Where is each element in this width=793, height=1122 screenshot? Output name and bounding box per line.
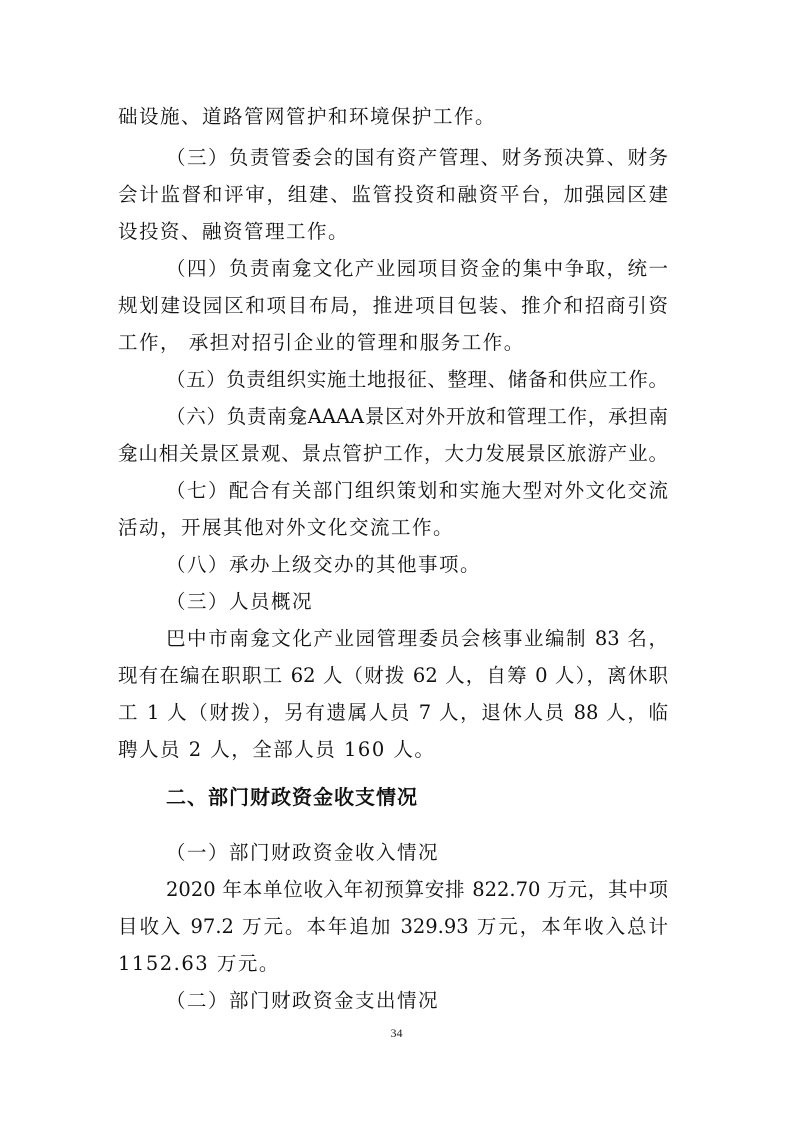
section-heading: 二、部门财政资金收支情况 (166, 785, 418, 809)
text-line: 会计监督和评审，组建、监管投资和融资平台，加强园区建 (118, 183, 668, 206)
text-line: （八）承办上级交办的其他事项。 (166, 553, 482, 576)
section-subheading: （二）部门财政资金支出情况 (166, 989, 440, 1012)
text-line: 聘人员 2 人，全部人员 160 人。 (118, 738, 436, 761)
text-line: 2020 年本单位收入年初预算安排 822.70 万元，其中项 (166, 878, 668, 901)
text-line: 工 1 人（财拨），另有遗属人员 7 人，退休人员 88 人，临 (118, 701, 668, 724)
text-line: 1152.63 万元。 (118, 952, 280, 975)
section-subheading: （一）部门财政资金收入情况 (166, 841, 440, 864)
text-line: （四）负责南龛文化产业园项目资金的集中争取，统一 (166, 257, 668, 280)
text-line: 规划建设园区和项目布局，推进项目包装、推介和招商引资 (118, 294, 668, 317)
text-line: 活动，开展其他对外文化交流工作。 (118, 516, 455, 539)
text-line: 设投资、融资管理工作。 (118, 220, 350, 243)
text-line: 巴中市南龛文化产业园管理委员会核事业编制 83 名， (166, 627, 668, 650)
text-line: 目收入 97.2 万元。本年追加 329.93 万元，本年收入总计 (118, 915, 668, 938)
text-line: （五）负责组织实施土地报征、整理、储备和供应工作。 (166, 368, 668, 391)
page-number: 34 (390, 1026, 403, 1040)
section-subheading: （三）人员概况 (166, 590, 314, 613)
text-line: 现有在编在职职工 62 人（财拨 62 人，自筹 0 人），离休职 (118, 664, 668, 687)
text-line: （七）配合有关部门组织策划和实施大型对外文化交流 (166, 479, 668, 502)
text-line: （六）负责南龛AAAA景区对外开放和管理工作，承担南 (166, 405, 668, 428)
text-line: 础设施、道路管网管护和环境保护工作。 (118, 105, 497, 128)
text-line: 工作， 承担对招引企业的管理和服务工作。 (118, 331, 525, 354)
text-line: 龛山相关景区景观、景点管护工作，大力发展景区旅游产业。 (118, 442, 668, 465)
text-line: （三）负责管委会的国有资产管理、财务预决算、财务 (166, 146, 668, 169)
